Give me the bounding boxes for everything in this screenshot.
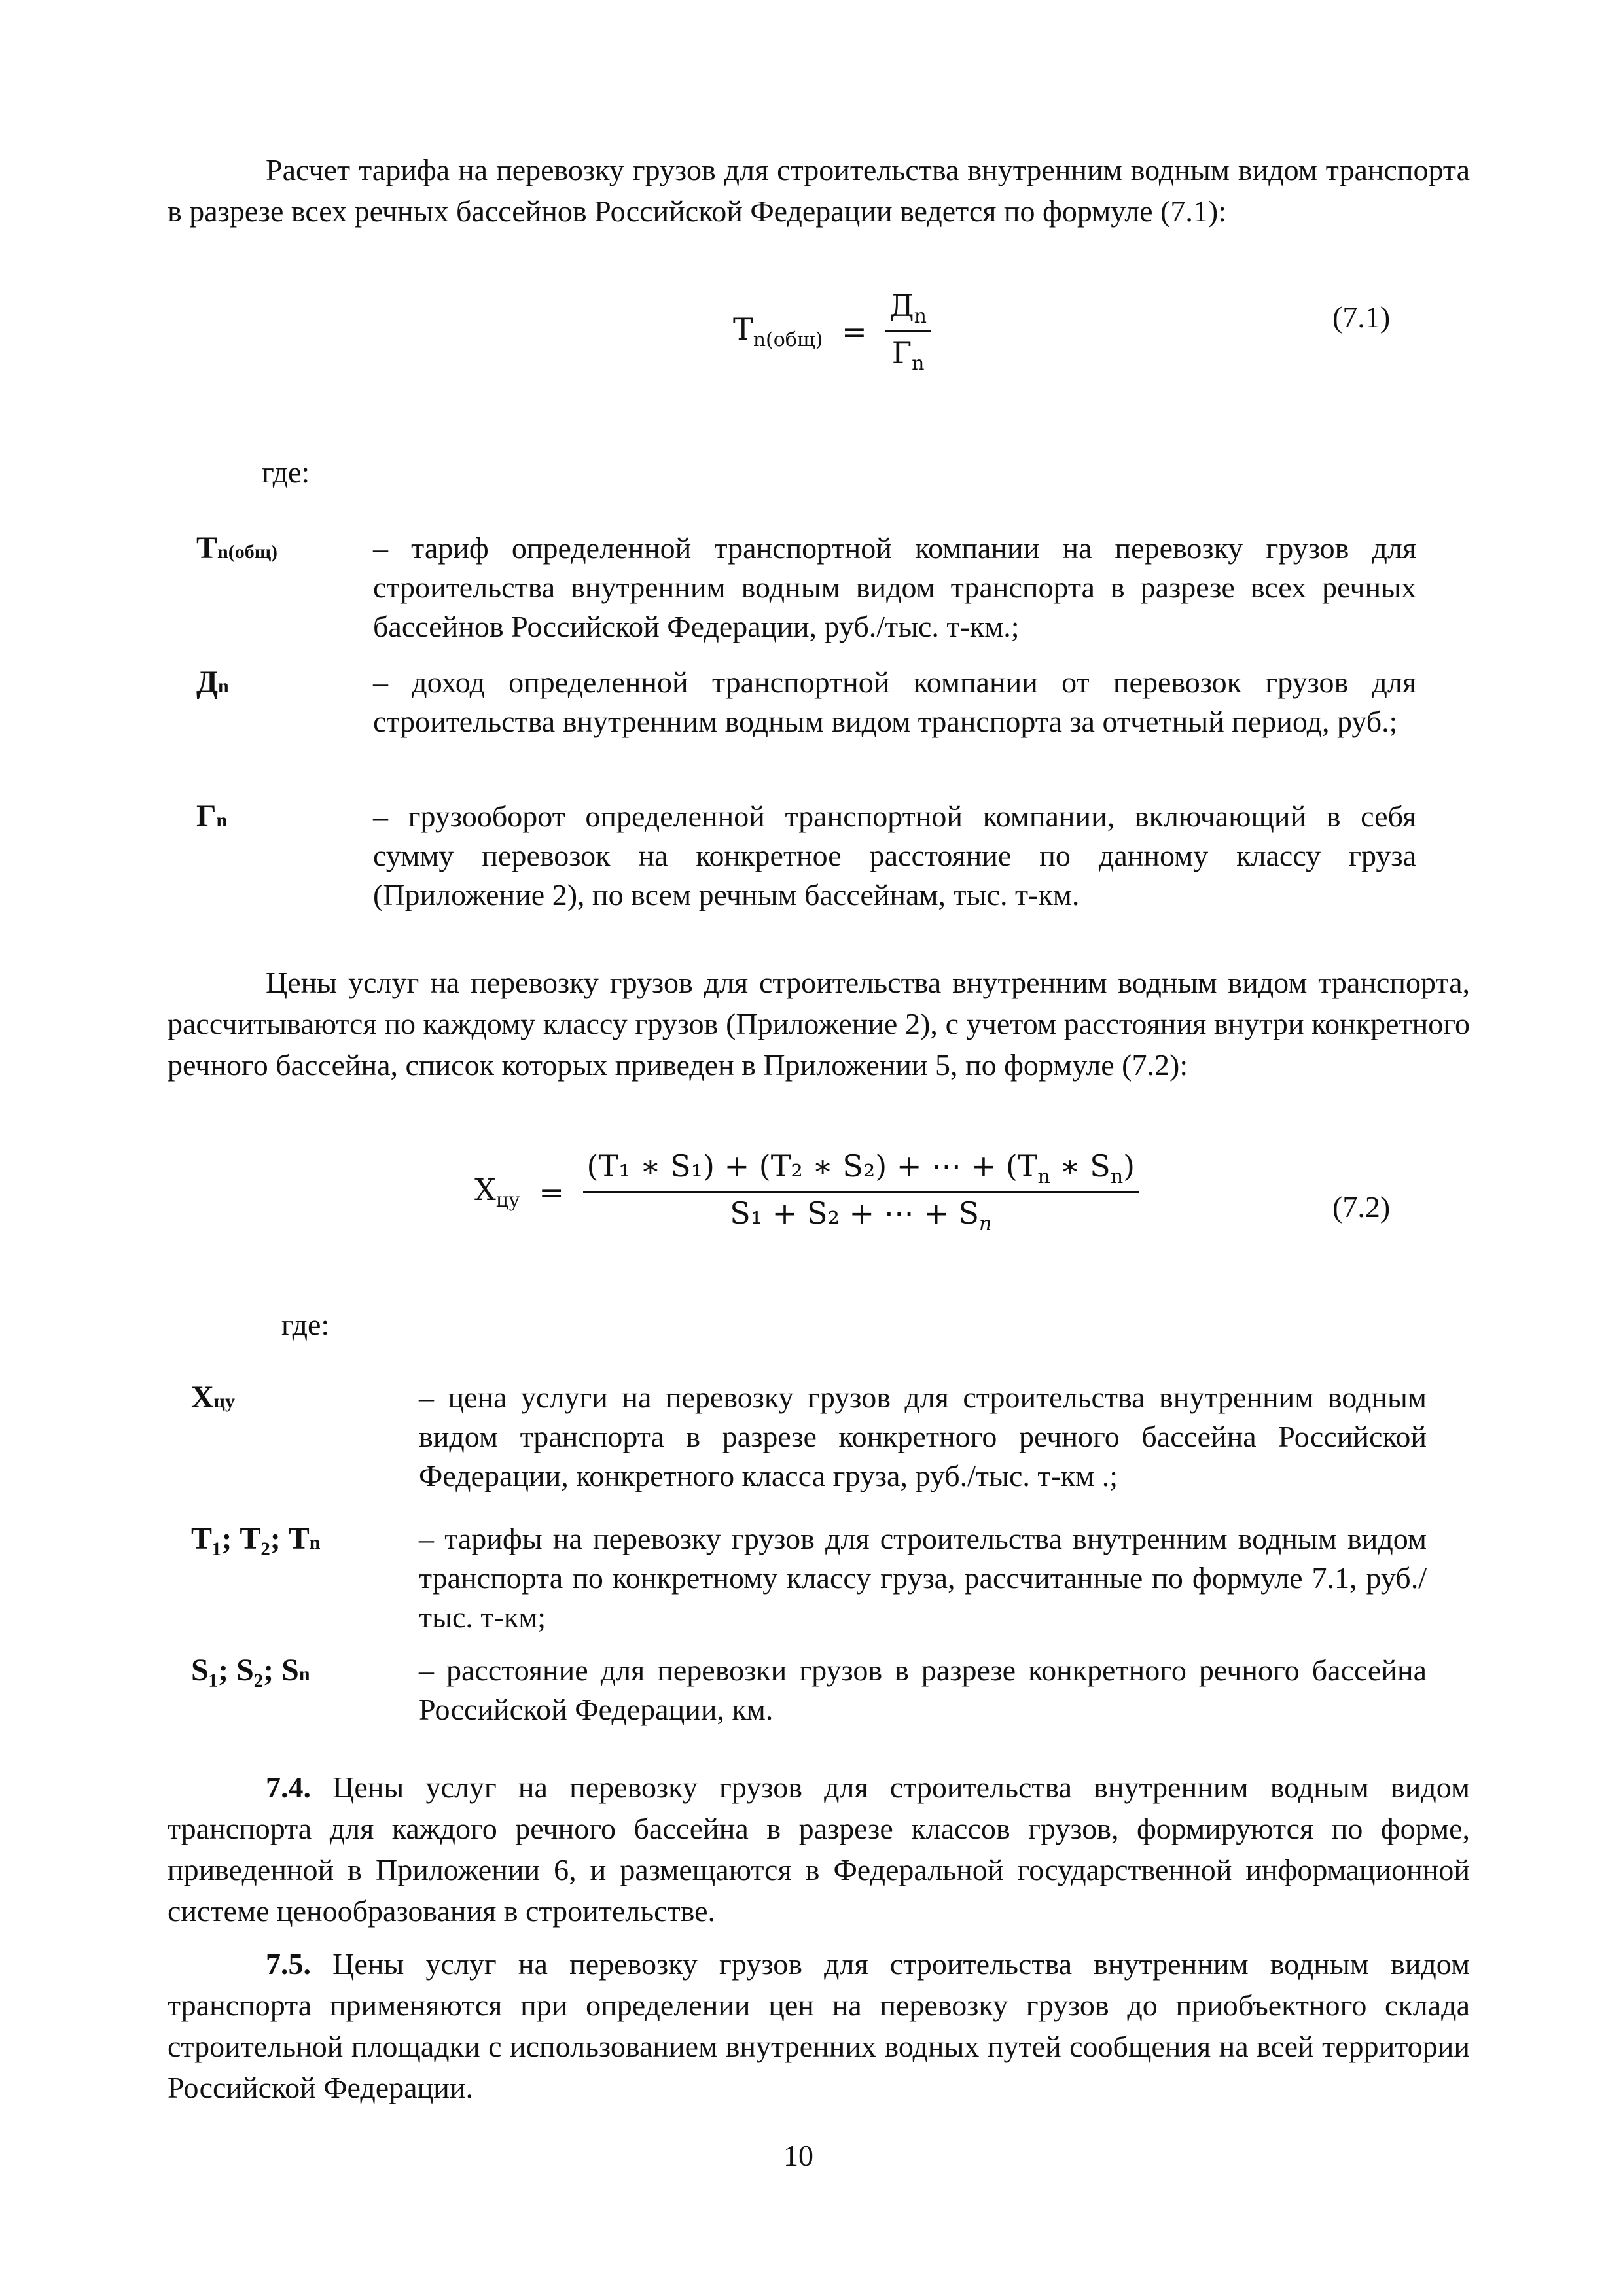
formula-numerator: $Д_n$ — [889, 288, 927, 328]
where-label-1: где: — [262, 455, 310, 489]
section-7-4 — [168, 1767, 1470, 1932]
section-7-5 — [168, 1943, 1470, 2108]
equation-number-7-2: (7.2) — [1332, 1190, 1391, 1224]
where-label-2: где: — [281, 1308, 330, 1341]
intro-paragraph: Расчет тарифа на перевозку грузов для строительства внутренним водным видом транспорта в разрезе всех речных бассейнов Российской Федерации ведется по формуле (7.1): — [168, 153, 1470, 228]
term-d: Дn — [196, 665, 229, 699]
formula2-eq: = — [539, 1174, 564, 1210]
formula2-fraction — [583, 1148, 1139, 1235]
paragraph-prices: Цены услуг на перевозку грузов для строительства внутренним водным видом транспорта, рассчитываются по каждому классу грузов (Приложение 2), с учетом расстояния внутри конкретного речного бассейна, список которых приведен в Приложении 5, по формуле (7.2): — [168, 966, 1470, 1082]
page-number: 10 — [783, 2139, 813, 2172]
section-7-5-number: 7.5. — [266, 1947, 311, 1981]
formula-eq: = — [842, 313, 867, 349]
definition-tariffs: – тарифы на перевозку грузов для строительства внутренним водным видом транспорта по конкретному классу груза, рассчитанные по формуле 7.1, руб./тыс. т-км; — [419, 1522, 1427, 1634]
formula2-lhs: $Х_{цу}$ — [474, 1172, 520, 1212]
formula2-denominator: S₁ + S₂ + ⋯ + $S_n$ — [583, 1191, 1139, 1235]
term-g: Гn — [196, 799, 228, 834]
formula-7-1 — [733, 288, 931, 375]
formula-fraction — [885, 288, 931, 375]
section-7-4-number: 7.4. — [266, 1771, 311, 1804]
section-7-4-text: Цены услуг на перевозку грузов для строительства внутренним водным видом транспорта для каждого речного бассейна в разрезе классов грузов, формируются по форме, приведенной в Приложении 6, и размещаются в Федеральной государственной информационной системе ценообразования в строительстве. — [168, 1771, 1470, 1928]
section-7-5-text: Цены услуг на перевозку грузов для строительства внутренним водным видом транспорта применяются при определении цен на перевозку грузов до приобъектного склада строительной площадки с использованием внутренних водных путей сообщения на всей территории Российской Федерации. — [168, 1947, 1470, 2104]
term-x-price: Хцу — [191, 1380, 235, 1415]
term-tariffs: Т₁; Т₂; Тn — [191, 1521, 321, 1556]
term-t-total: Тn(общ) — [196, 531, 278, 565]
formula-denominator: $Г_n$ — [885, 330, 931, 375]
term-distances: S₁; S₂; Sn — [191, 1653, 310, 1687]
definition-g: – грузооборот определенной транспортной компании, включающий в себя сумму перевозок на конкретное расстояние по данному классу груза (Приложение 2), по всем речным бассейнам, тыс. т-км. — [373, 800, 1416, 911]
definition-t-total: – тариф определенной транспортной компании на перевозку грузов для строительства внутренним водным видом транспорта в разрезе всех речных бассейнов Российской Федерации, руб./тыс. т-км.; — [373, 531, 1416, 643]
formula-lhs: $Т_{n(общ)}$ — [733, 311, 823, 351]
formula-7-2 — [474, 1148, 1139, 1235]
definition-distances: – расстояние для перевозки грузов в разрезе конкретного речного бассейна Российской Федерации, км. — [419, 1653, 1427, 1726]
formula2-numerator: (Т₁ ∗ S₁) + (Т₂ ∗ S₂) + ⋯ + ($Т_n$ ∗ $S_n$) — [586, 1148, 1135, 1188]
definition-x-price: – цена услуги на перевозку грузов для строительства внутренним водным видом транспорта в разрезе конкретного речного бассейна Российской Федерации, конкретного класса груза, руб./тыс. т-км .; — [419, 1381, 1427, 1492]
definition-d: – доход определенной транспортной компании от перевозок грузов для строительства внутренним водным видом транспорта за отчетный период, руб.; — [373, 665, 1416, 738]
equation-number-7-1: (7.1) — [1332, 300, 1391, 334]
